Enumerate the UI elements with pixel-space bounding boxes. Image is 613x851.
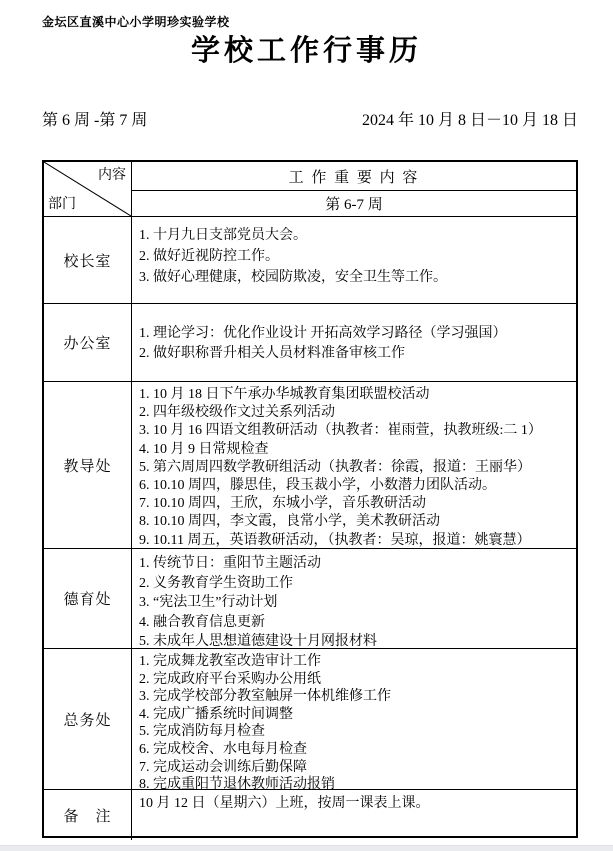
work-item: 4. 完成广播系统时间调整: [139, 706, 293, 722]
work-item: 6. 10.10 周四，滕思佳，段玉裁小学，小数潜力团队活动。: [139, 478, 496, 494]
department-items: [132, 217, 576, 303]
work-item: 2. 四年级校级作文过关系列活动: [139, 405, 335, 421]
work-item: 3. 做好心理健康，校园防欺凌，安全卫生等工作。: [139, 270, 447, 285]
work-item: 10 月 12 日（星期六）上班，按周一课表上课。: [139, 796, 430, 811]
work-item: 7. 10.10 周四，王欣，东城小学，音乐教研活动: [139, 496, 426, 512]
work-item: 5. 第六周周四数学教研组活动（执教者：徐霞，报道：王丽华）: [139, 459, 531, 475]
work-item: 1. 10 月 18 日下午承办华城教育集团联盟校活动: [139, 387, 430, 402]
work-item: 3. “宪法卫生”行动计划: [139, 595, 278, 610]
work-item: 2. 完成政府平台采购办公用纸: [139, 671, 321, 687]
table-row: [44, 303, 576, 381]
meta-row: [42, 107, 578, 130]
corner-department-label: 部门: [48, 197, 76, 212]
work-item: 8. 10.10 周四，李文霞，良常小学，美术教研活动: [139, 514, 440, 530]
date-range: 2024 年 10 月 8 日－10 月 18 日: [361, 112, 578, 129]
page-bottom-edge: [0, 845, 613, 851]
corner-content-label: 内容: [98, 168, 126, 183]
week-range: 第 6 周 -第 7 周: [42, 112, 148, 129]
work-item: 6. 完成校舍、水电每月检查: [139, 741, 307, 757]
department-items: [132, 381, 576, 548]
corner-cell: [44, 162, 132, 217]
department-items: [132, 548, 576, 648]
work-item: 1. 传统节日：重阳节主题活动: [139, 556, 321, 571]
work-item: 4. 10 月 9 日常规检查: [139, 441, 269, 457]
table-header-row: [44, 162, 576, 217]
department-label: 办公室: [44, 303, 132, 381]
department-items: [132, 789, 576, 840]
department-label: 教导处: [44, 381, 132, 548]
work-table: [42, 160, 578, 838]
department-label: 备 注: [44, 789, 132, 840]
table-row: [44, 789, 576, 840]
table-row: [44, 217, 576, 303]
work-item: 1. 理论学习：优化作业设计 开拓高效学习路径（学习强国）: [139, 325, 507, 341]
school-name: 金坛区直溪中心小学明珍实验学校: [42, 15, 230, 29]
department-items: [132, 648, 576, 793]
page-title: 学校工作行事历: [190, 35, 422, 67]
table-header-title: 工 作 重 要 内 容: [132, 162, 576, 191]
work-item: 1. 完成舞龙教室改造审计工作: [139, 654, 321, 669]
work-item: 5. 完成消防每月检查: [139, 724, 265, 740]
department-label: 校长室: [44, 217, 132, 303]
department-items: [132, 303, 576, 381]
work-item: 2. 做好近视防控工作。: [139, 249, 279, 264]
department-label: 德育处: [44, 548, 132, 648]
work-item: 9. 10.11 周五，英语教研活动，（执教者：吴琼，报道：姚寰慧）: [139, 532, 531, 548]
work-table-rows: [44, 217, 576, 840]
work-item: 8. 完成重阳节退休教师活动报销: [139, 777, 335, 793]
department-label: 总务处: [44, 648, 132, 789]
table-row: [44, 548, 576, 648]
work-item: 3. 完成学校部分教室触屏一体机维修工作: [139, 689, 391, 705]
work-item: 5. 未成年人思想道德建设十月网报材料: [139, 634, 377, 649]
table-header-week: 第 6-7 周: [132, 191, 576, 217]
work-item: 4. 融合教育信息更新: [139, 614, 265, 630]
table-row: [44, 381, 576, 548]
work-item: 2. 义务教育学生资助工作: [139, 575, 293, 591]
table-row: [44, 648, 576, 793]
work-item: 7. 完成运动会训练后勤保障: [139, 759, 307, 775]
work-item: 1. 十月九日支部党员大会。: [139, 228, 307, 243]
work-item: 2. 做好职称晋升相关人员材料准备审核工作: [139, 345, 405, 361]
table-header-right: [132, 162, 576, 217]
work-item: 3. 10 月 16 四语文组教研活动（执教者：崔雨萱，执教班级:二 1）: [139, 423, 542, 439]
